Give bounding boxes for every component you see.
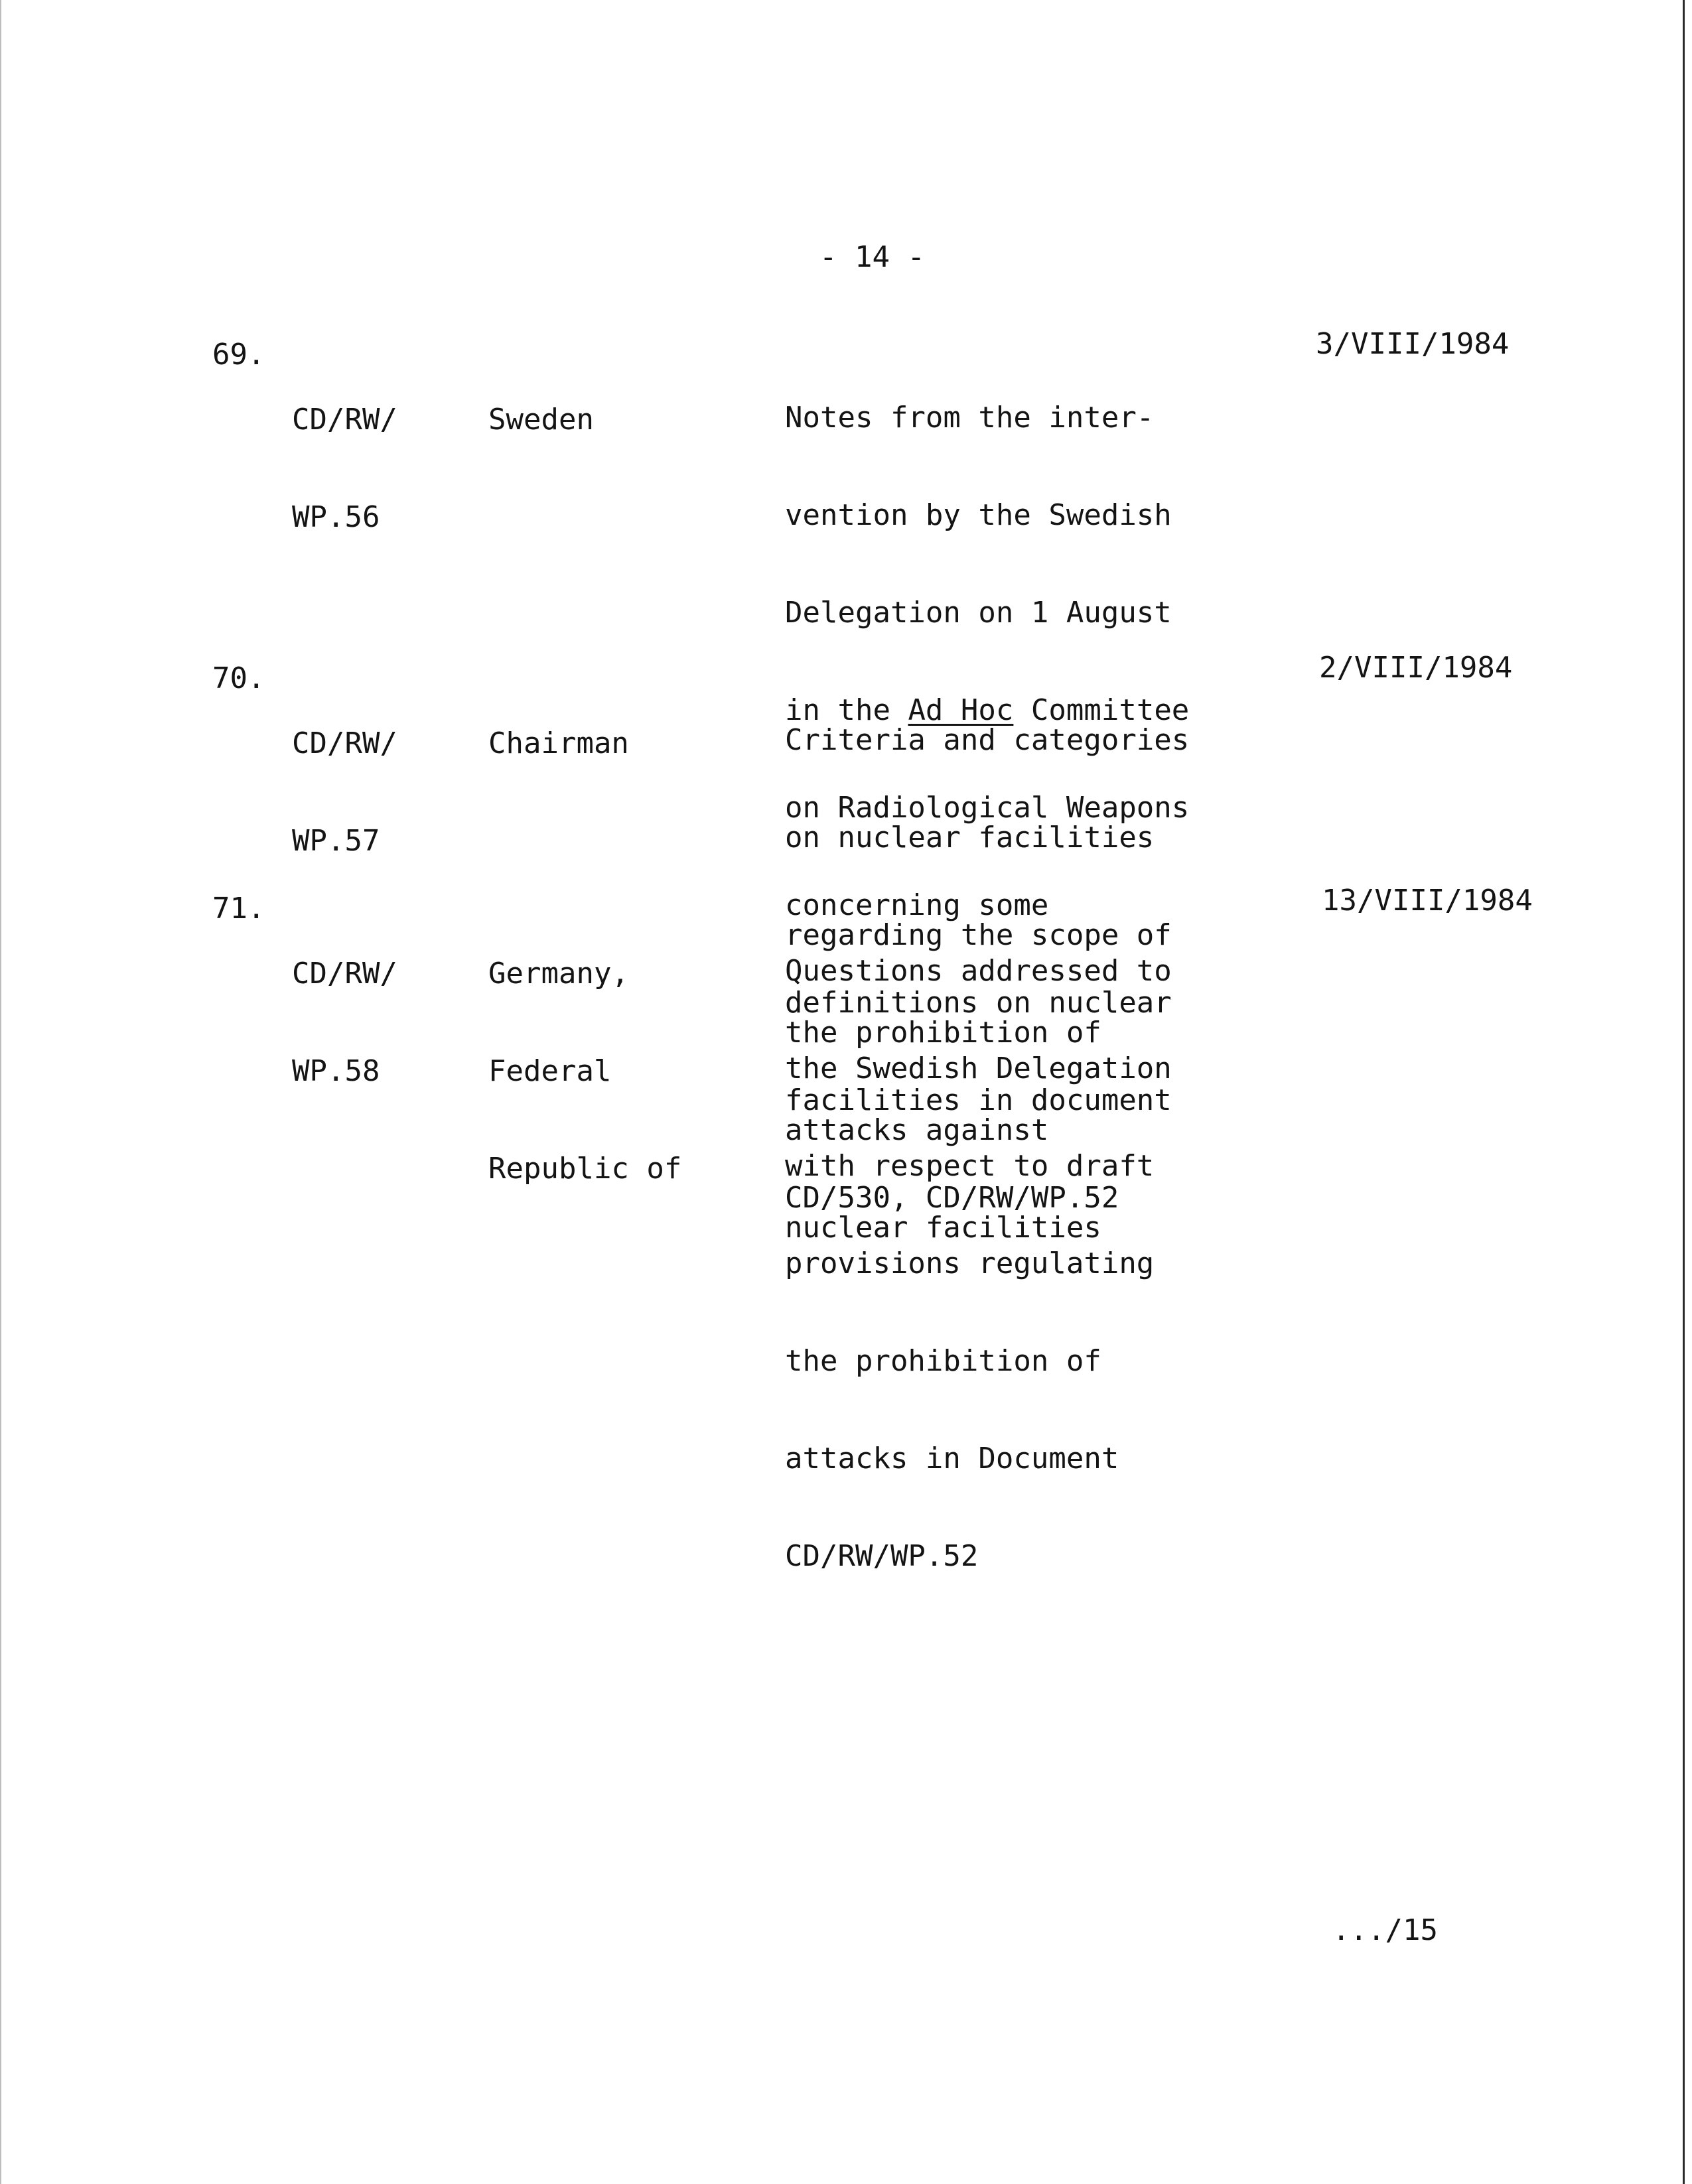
entry-number: 70. (212, 661, 265, 695)
document-title-line: concerning some (785, 888, 1049, 922)
document-date: 13/VIII/1984 (1322, 884, 1533, 918)
title-text: in the (785, 693, 908, 727)
document-symbol (292, 662, 425, 922)
document-title-line: CD/RW/WP.52 (785, 1539, 979, 1573)
document-date: 2/VIII/1984 (1319, 651, 1513, 685)
document-title-line: with respect to draft (785, 1149, 1155, 1183)
document-source (488, 662, 727, 825)
document-title-line: vention by the Swedish (785, 498, 1172, 532)
document-title-line: provisions regulating (785, 1247, 1155, 1280)
document-title-line: regarding the scope of (785, 918, 1172, 952)
document-source (488, 892, 727, 1250)
document-symbol-line: WP.57 (292, 824, 380, 858)
document-source (488, 338, 727, 501)
page-edge-right (1683, 0, 1685, 2184)
title-text: Committee (1013, 693, 1190, 727)
entry-number: 71. (212, 892, 265, 925)
document-title-line: attacks against (785, 1113, 1049, 1147)
document-title-line: Criteria and categories (785, 723, 1190, 757)
document-title-line: definitions on nuclear (785, 986, 1172, 1020)
document-source-line: Republic of (488, 1152, 682, 1186)
document-source-line: Federal (488, 1054, 612, 1088)
document-symbol-line: WP.56 (292, 500, 380, 534)
document-title-line: Delegation on 1 August (785, 596, 1172, 630)
document-title-line: facilities in document (785, 1083, 1172, 1117)
document-date: 3/VIII/1984 (1316, 327, 1510, 361)
document-title-line: Questions addressed to (785, 954, 1172, 988)
document-title-line: Notes from the inter- (785, 401, 1155, 435)
document-title-line: on Radiological Weapons (785, 791, 1190, 825)
document-title-line: on nuclear facilities (785, 821, 1155, 854)
document-title-line: the prohibition of (785, 1344, 1101, 1378)
document-title-line: CD/530, CD/RW/WP.52 (785, 1181, 1119, 1215)
document-source-line: Sweden (488, 403, 594, 437)
entry-number: 69. (212, 338, 265, 372)
document-symbol-line: WP.58 (292, 1054, 380, 1088)
document-source-line: Germany, (488, 957, 629, 990)
document-symbol-line: CD/RW/ (292, 957, 397, 990)
page-edge-left (0, 0, 1, 2184)
document-symbol-line: CD/RW/ (292, 403, 397, 437)
document-symbol (292, 892, 425, 1152)
document-title-line: nuclear facilities (785, 1211, 1101, 1245)
document-title-line: the prohibition of (785, 1016, 1101, 1050)
continuation-marker: .../15 (1332, 1913, 1438, 1947)
document-title (785, 890, 1263, 1637)
document-title-line: the Swedish Delegation (785, 1052, 1172, 1085)
title-emphasis: Ad Hoc (908, 693, 1014, 727)
page-number: - 14 - (819, 240, 925, 274)
document-symbol (292, 338, 425, 598)
document-source-line: Chairman (488, 726, 629, 760)
document-title-line: attacks in Document (785, 1442, 1119, 1475)
document-symbol-line: CD/RW/ (292, 726, 397, 760)
